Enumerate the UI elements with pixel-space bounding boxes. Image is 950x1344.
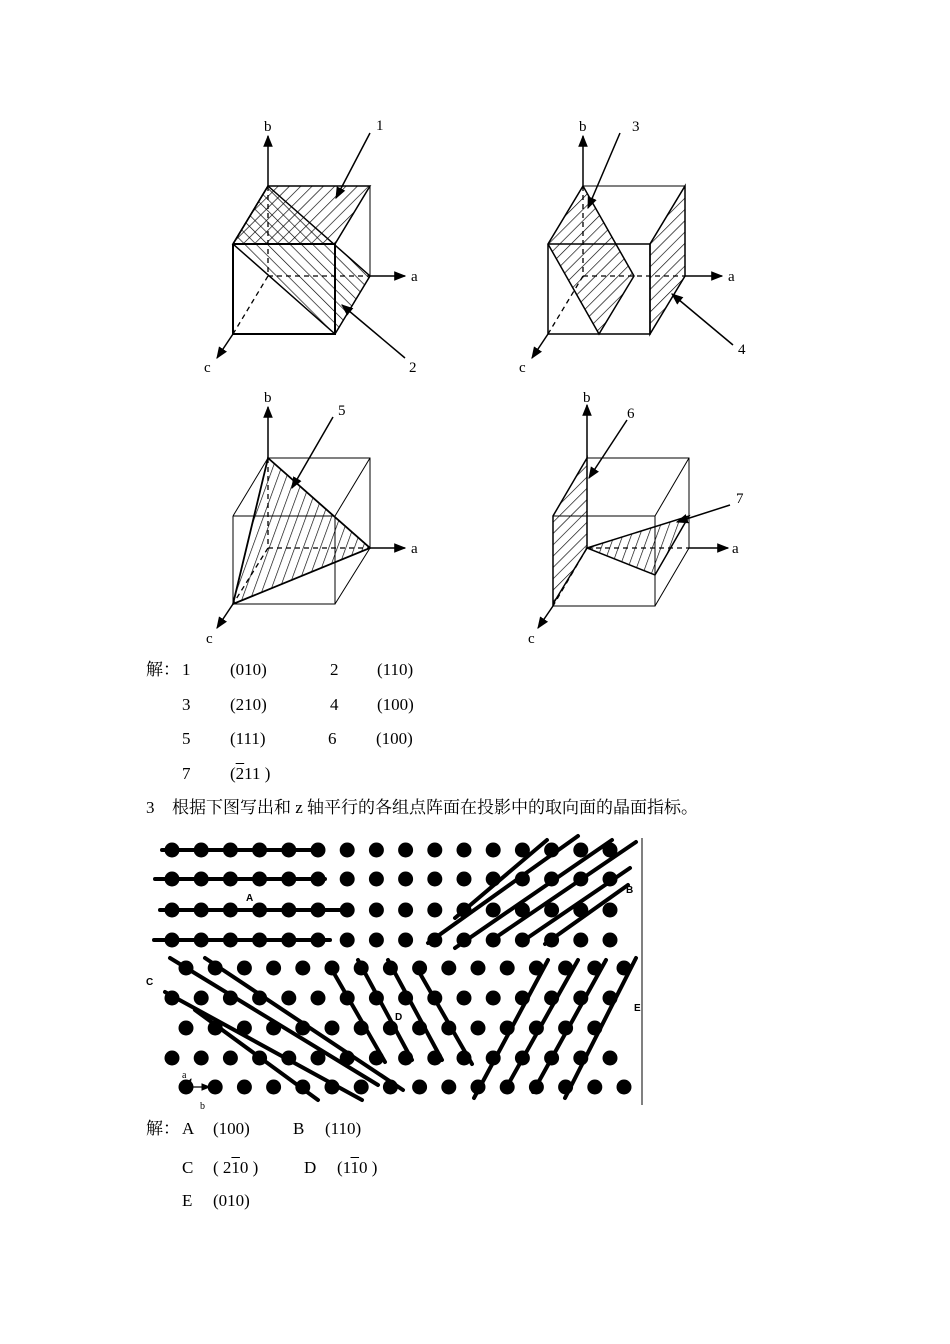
line-E — [565, 958, 636, 1098]
lattice-point — [237, 1080, 252, 1095]
answer-index: (210) — [230, 695, 267, 714]
lattice-point — [266, 1080, 281, 1095]
answer-letter: B — [293, 1119, 305, 1138]
label-C: C — [146, 977, 154, 988]
lattice-point — [457, 843, 472, 858]
line-B — [428, 836, 578, 943]
lattice-point — [369, 903, 384, 918]
lattice-point — [398, 872, 413, 887]
axis-label-c: c — [204, 360, 211, 376]
lattice-point — [412, 1080, 427, 1095]
lattice-point — [194, 1051, 209, 1066]
lattice-point — [486, 991, 501, 1006]
lattice-point — [237, 961, 252, 976]
answer-letter: D — [304, 1158, 317, 1177]
answer-index: (110) — [377, 660, 414, 679]
answer-index: (211 ) — [230, 764, 271, 783]
label-E: E — [634, 1003, 641, 1014]
answer-number: 2 — [330, 660, 339, 679]
answer-number: 6 — [328, 729, 337, 748]
axis-label-b: b — [264, 119, 272, 135]
answer-index: (110) — [325, 1119, 362, 1138]
label-A: A — [246, 893, 254, 904]
line-B — [492, 842, 636, 940]
line-D — [418, 970, 472, 1064]
axis-label-c: c — [528, 631, 535, 647]
plane-label-6: 6 — [627, 406, 635, 422]
answer-letter: C — [182, 1158, 194, 1177]
axis-label-c: c — [519, 360, 526, 376]
answer-number: 7 — [182, 764, 191, 783]
plane-label-2: 2 — [409, 360, 417, 376]
lattice-point — [441, 1080, 456, 1095]
line-D — [358, 960, 412, 1060]
answer-index: ( 210 ) — [213, 1158, 259, 1177]
answer-prefix: 解： — [146, 660, 180, 679]
lattice-point — [500, 961, 515, 976]
lattice-point — [369, 872, 384, 887]
lattice-point — [398, 933, 413, 948]
lattice-point — [617, 1080, 632, 1095]
axis-label-a: a — [728, 269, 735, 285]
lattice-point — [427, 872, 442, 887]
line-D — [388, 960, 442, 1060]
lattice-point — [340, 843, 355, 858]
answer-number: 3 — [182, 695, 191, 714]
lattice-point — [441, 961, 456, 976]
lattice-point — [325, 1021, 340, 1036]
axis-label-a: a — [411, 541, 418, 557]
plane-label-5: 5 — [338, 403, 346, 419]
lattice-point — [427, 903, 442, 918]
axis-label-b: b — [583, 390, 591, 406]
lattice-point — [603, 903, 618, 918]
lattice-point — [179, 1021, 194, 1036]
answer-index: (100) — [376, 729, 413, 748]
label-b: b — [200, 1101, 205, 1112]
plane-label-7: 7 — [736, 491, 744, 507]
lattice-point — [340, 872, 355, 887]
axis-label-b: b — [579, 119, 587, 135]
lattice-point — [281, 991, 296, 1006]
axis-label-c: c — [206, 631, 213, 647]
lattice-point — [471, 961, 486, 976]
lattice-point — [471, 1021, 486, 1036]
lattice-point — [311, 991, 326, 1006]
lattice-point — [369, 933, 384, 948]
plane-label-1: 1 — [376, 118, 384, 134]
label-B: B — [626, 885, 634, 896]
answer-index: (110 ) — [337, 1158, 378, 1177]
lattice-point — [457, 872, 472, 887]
lattice-point — [369, 843, 384, 858]
answer-index: (111) — [230, 729, 266, 748]
lattice-point — [427, 843, 442, 858]
plane-label-4: 4 — [738, 342, 746, 358]
axis-label-a: a — [732, 541, 739, 557]
answer-number: 1 — [182, 660, 191, 679]
answer-prefix: 解： — [146, 1119, 180, 1138]
answer-index: (100) — [213, 1119, 250, 1138]
lattice-point — [573, 933, 588, 948]
answer-number: 4 — [330, 695, 339, 714]
question-number: 3 — [146, 798, 155, 817]
axis-label-b: b — [264, 390, 272, 406]
answer-index: (100) — [377, 695, 414, 714]
lattice-point — [295, 961, 310, 976]
lattice-point — [457, 991, 472, 1006]
lattice-point — [266, 961, 281, 976]
lattice-point — [398, 903, 413, 918]
lattice-point — [573, 843, 588, 858]
answer-letter: E — [182, 1191, 193, 1210]
lattice-point — [398, 843, 413, 858]
label-D: D — [395, 1012, 403, 1023]
lattice-point — [165, 1051, 180, 1066]
lattice-point — [603, 1051, 618, 1066]
plane-label-3: 3 — [632, 119, 640, 135]
lattice-point — [486, 843, 501, 858]
lattice-point — [486, 903, 501, 918]
lattice-point — [587, 1080, 602, 1095]
axis-label-a: a — [411, 269, 418, 285]
answer-letter: A — [182, 1119, 195, 1138]
lattice-point — [223, 1051, 238, 1066]
answer-index: (010) — [230, 660, 267, 679]
answer-index: (010) — [213, 1191, 250, 1210]
lattice-point — [340, 933, 355, 948]
label-a: a — [182, 1070, 187, 1081]
lattice-point — [194, 991, 209, 1006]
lattice-point — [354, 1080, 369, 1095]
lattice-point — [603, 933, 618, 948]
question-text: 根据下图写出和 z 轴平行的各组点阵面在投影中的取向面的晶面指标。 — [172, 798, 699, 817]
answer-number: 5 — [182, 729, 191, 748]
lattice-point — [325, 961, 340, 976]
